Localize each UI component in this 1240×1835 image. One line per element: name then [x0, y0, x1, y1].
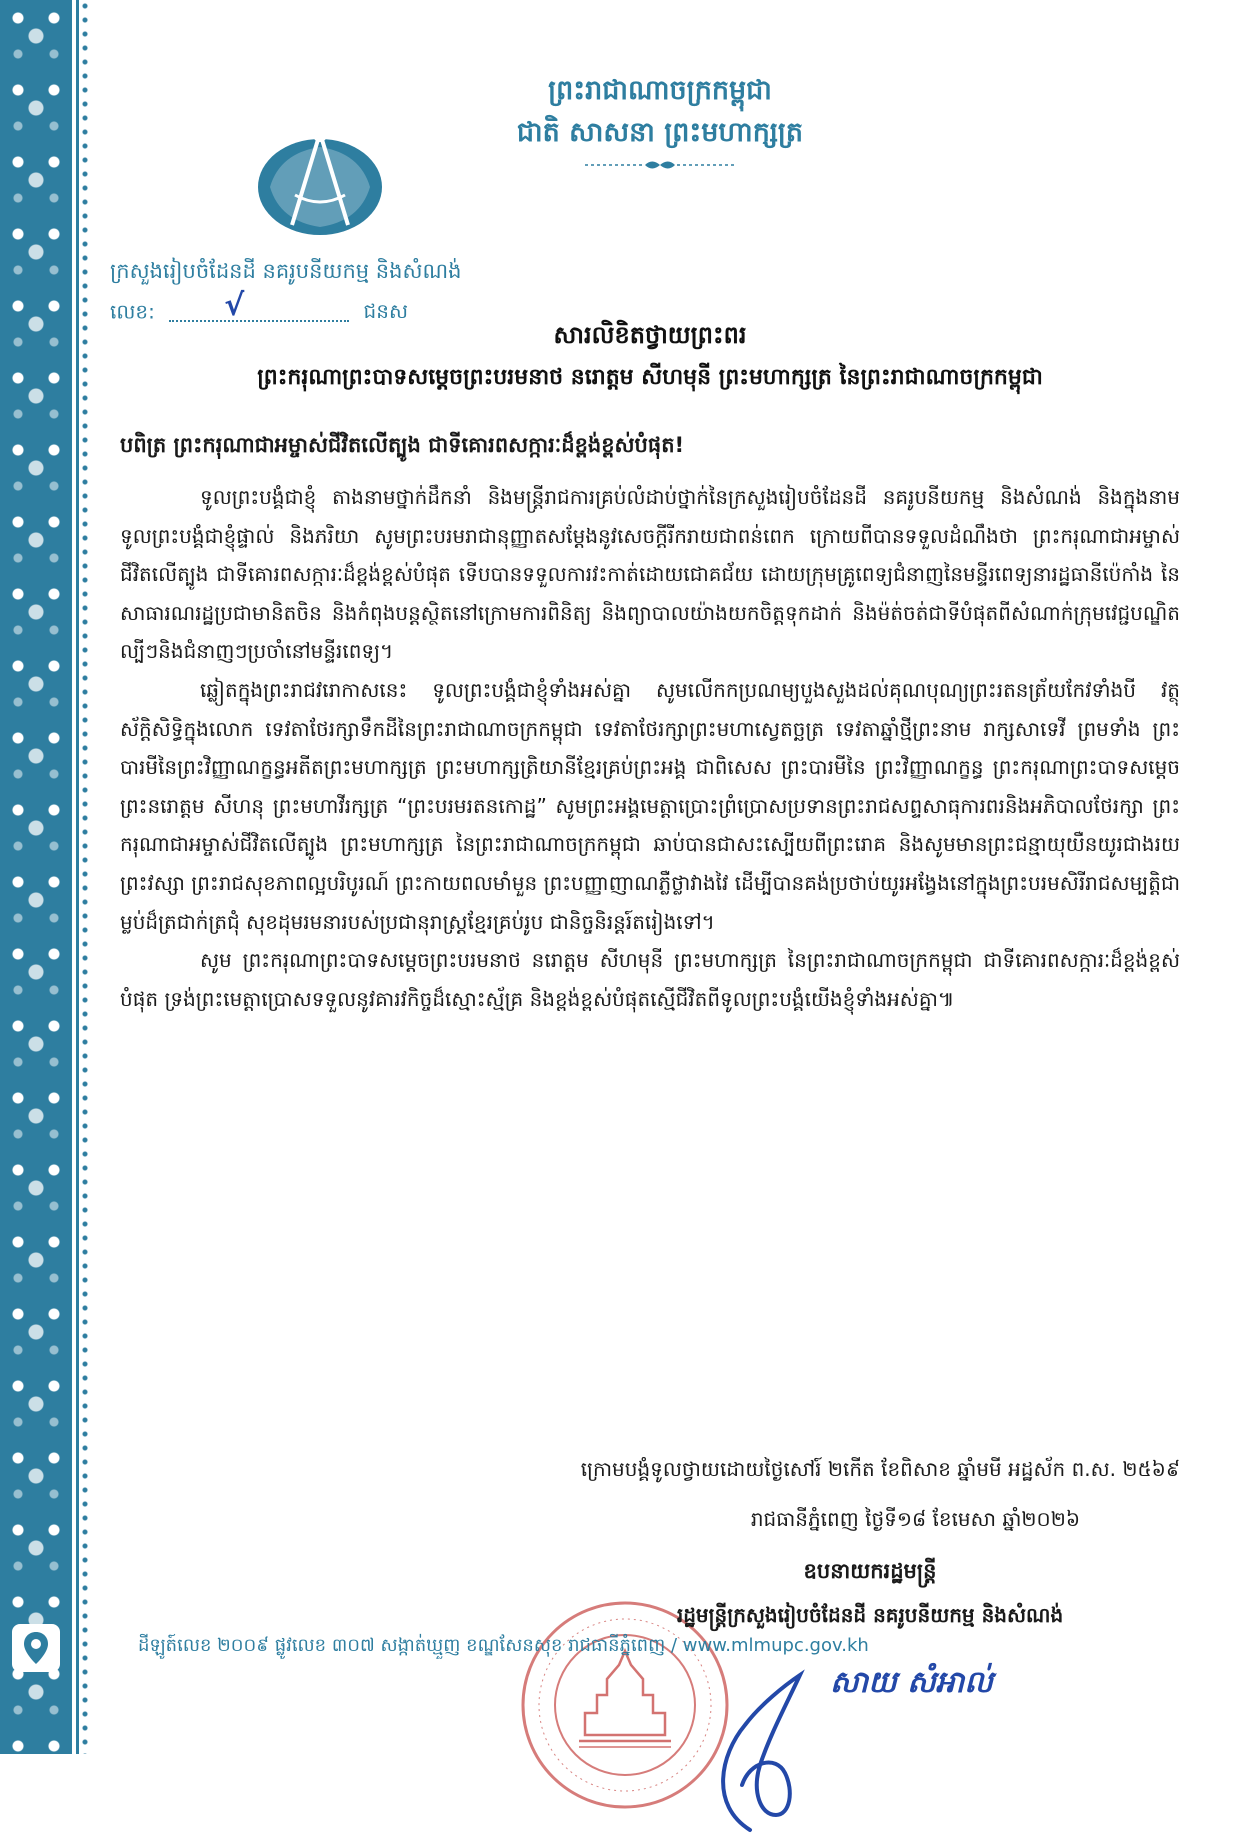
border-dots [82, 0, 88, 1754]
footer-separator: / [670, 1635, 678, 1656]
reference-suffix: ជនស [363, 299, 408, 323]
letter-addressee: ព្រះករុណាព្រះបាទសម្តេចព្រះបរមនាថ នរោត្តម សីហមុនី ព្រះមហាក្សត្រ នៃព្រះរាជាណាចក្រកម្ពុជា [257, 365, 1043, 390]
signatory-name: សាយ សំអាល់ [830, 1665, 993, 1700]
footer-address: ដីឡូត៍លេខ ២០០៩ ផ្លូវលេខ ៣០៧ សង្កាត់ឃ្មួញ ខណ្ឌសែនសុខ រាជធានីភ្នំពេញ [138, 1635, 666, 1656]
paragraph-2: ឆ្លៀតក្នុងព្រះរាជវរោកាសនេះ ទូលព្រះបង្គំជាខ្ញុំទាំងអស់គ្នា សូមលើកកប្រណម្យបួងសួងដល់គុណបុណ្យព្រះរតនត្រ័យកែវទាំងបី វត្ថុស័ក្តិសិទ្ធិក្នុងលោក ទេវតាថែរក្សាទឹកដីនៃព្រះរាជាណាចក្រកម្ពុជា ទេវតាថែរក្សាព្រះមហាស្វេតច្ឆត្រ ទេវតាឆ្នាំថ្មីព្រះនាម រាក្សសាទេវី ព្រមទាំង ព្រះបារមីនៃព្រះវិញ្ញាណក្ខន្ធអតីតព្រះមហាក្សត្រ ព្រះមហាក្សត្រិយានីខ្មែរគ្រប់ព្រះអង្គ ជាពិសេស ព្រះបារមីនៃ ព្រះវិញ្ញាណក្ខន្ធ ព្រះករុណាព្រះបាទសម្តេចព្រះនរោត្តម សីហនុ ព្រះមហាវីរក្សត្រ “ព្រះបរមរតនកោដ្ឋ” សូមព្រះអង្គមេត្តាប្រោះព្រំប្រោសប្រទានព្រះរាជសព្ទសាធុការពរនិងអភិបាលថែរក្សា ព្រះករុណាជាអម្ចាស់ជីវិតលើត្បូង ព្រះមហាក្សត្រ នៃព្រះរាជាណាចក្រកម្ពុជា ឆាប់បានជាសះស្បើយពីព្រះរោគ និងសូមមានព្រះជន្មាយុយឺនយូរជាងរយព្រះវស្សា ព្រះរាជសុខភាពល្អបរិបូរណ៍ ព្រះកាយពលមាំមួន ព្រះបញ្ញាញាណភ្លឺថ្លាវាងវៃ ដើម្បីបានគង់ប្រថាប់យូរអង្វែងនៅក្នុងព្រះបរមសិរីរាជសម្បត្តិជាម្លប់ដ៏ត្រជាក់ត្រជុំ សុខដុមរមនារបស់ប្រជានុរាស្ត្រខ្មែរគ្រប់រូប ជានិច្ចនិរន្តរ៍តរៀងទៅ។ [120, 677, 1180, 934]
footer-website[interactable]: www.mlmupc.gov.kh [682, 1635, 869, 1656]
solar-date: រាជធានីភ្នំពេញ ថ្ងៃទី១៨ ខែមេសា ឆ្នាំ២០២៦ [750, 1507, 1080, 1531]
letter-title: សារលិខិតថ្វាយព្រះពរ [553, 321, 747, 349]
national-motto: ជាតិ សាសនា ព្រះមហាក្សត្រ [516, 117, 804, 148]
salutation: បពិត្រ ព្រះករុណាជាអម្ចាស់ជីវិតលើត្បូង ជាទីគោរពសក្ការៈដ៏ខ្ពង់ខ្ពស់បំផុត! [120, 433, 685, 457]
ornament-divider [585, 158, 735, 172]
footer [138, 1633, 869, 1660]
decorative-border [0, 0, 72, 1754]
location-pin-icon [12, 1624, 60, 1672]
signatory-title-deputy-pm: ឧបនាយករដ្ឋមន្ត្រី [803, 1559, 937, 1583]
reference-handwritten-mark: √ [224, 288, 245, 323]
kingdom-header [400, 70, 920, 172]
reference-label: លេខ: [110, 299, 155, 324]
ministry-logo [250, 125, 390, 245]
ministry-name: ក្រសួងរៀបចំដែនដី នគរូបនីយកម្ម និងសំណង់ [110, 259, 462, 283]
paragraph-1: ទូលព្រះបង្គំជាខ្ញុំ តាងនាមថ្នាក់ដឹកនាំ និងមន្ត្រីរាជការគ្រប់លំដាប់ថ្នាក់នៃក្រសួងរៀបចំដែនដី នគរូបនីយកម្ម និងសំណង់ និងក្នុងនាមទូលព្រះបង្គំជាខ្ញុំផ្ទាល់ និងភរិយា សូមព្រះបរមរាជានុញ្ញាតសម្តែងនូវសេចក្តីរីករាយជាពន់ពេក ក្រោយពីបានទទួលដំណឹងថា ព្រះករុណាជាអម្ចាស់ជីវិតលើត្បូង ជាទីគោរពសក្ការៈដ៏ខ្ពង់ខ្ពស់បំផុត ទើបបានទទួលការវះកាត់ដោយជោគជ័យ ដោយក្រុមគ្រូពេទ្យជំនាញនៃមន្ទីរពេទ្យនារដ្ឋធានីប៉េកាំង នៃសាធារណរដ្ឋប្រជាមានិតចិន និងកំពុងបន្តស្ថិតនៅក្រោមការពិនិត្យ និងព្យាបាលយ៉ាងយកចិត្តទុកដាក់ និងម៉ត់ចត់ជាទីបំផុតពីសំណាក់ក្រុមវេជ្ជបណ្ឌិតល្បីៗនិងជំនាញៗប្រចាំនៅមន្ទីរពេទ្យ។ [120, 485, 1180, 664]
border-line [76, 0, 79, 1754]
lunar-date: ក្រោមបង្គំទូលថ្វាយដោយថ្ងៃសៅរ៍ ២កើត ខែពិសាខ ឆ្នាំមមី អដ្ឋស័ក ព.ស. ២៥៦៩ [580, 1457, 1180, 1481]
letter-body [120, 478, 1180, 1018]
signatory-title-minister: រដ្ឋមន្ត្រីក្រសួងរៀបចំដែនដី នគរូបនីយកម្ម និងសំណង់ [676, 1603, 1064, 1627]
handwritten-signature [690, 1665, 820, 1835]
kingdom-name: ព្រះរាជាណាចក្រកម្ពុជា [548, 75, 772, 106]
paragraph-3: សូម ព្រះករុណាព្រះបាទសម្តេចព្រះបរមនាថ នរោត្តម សីហមុនី ព្រះមហាក្សត្រ នៃព្រះរាជាណាចក្រកម្ពុជា ជាទីគោរពសក្ការៈដ៏ខ្ពង់ខ្ពស់បំផុត ទ្រង់ព្រះមេត្តាប្រោសទទួលនូវគារវកិច្ចដ៏ស្មោះស្ម័គ្រ និងខ្ពង់ខ្ពស់បំផុតស្មើជីវិតពីទូលព្រះបង្គំយើងខ្ញុំទាំងអស់គ្នា៕ [120, 948, 1180, 1011]
